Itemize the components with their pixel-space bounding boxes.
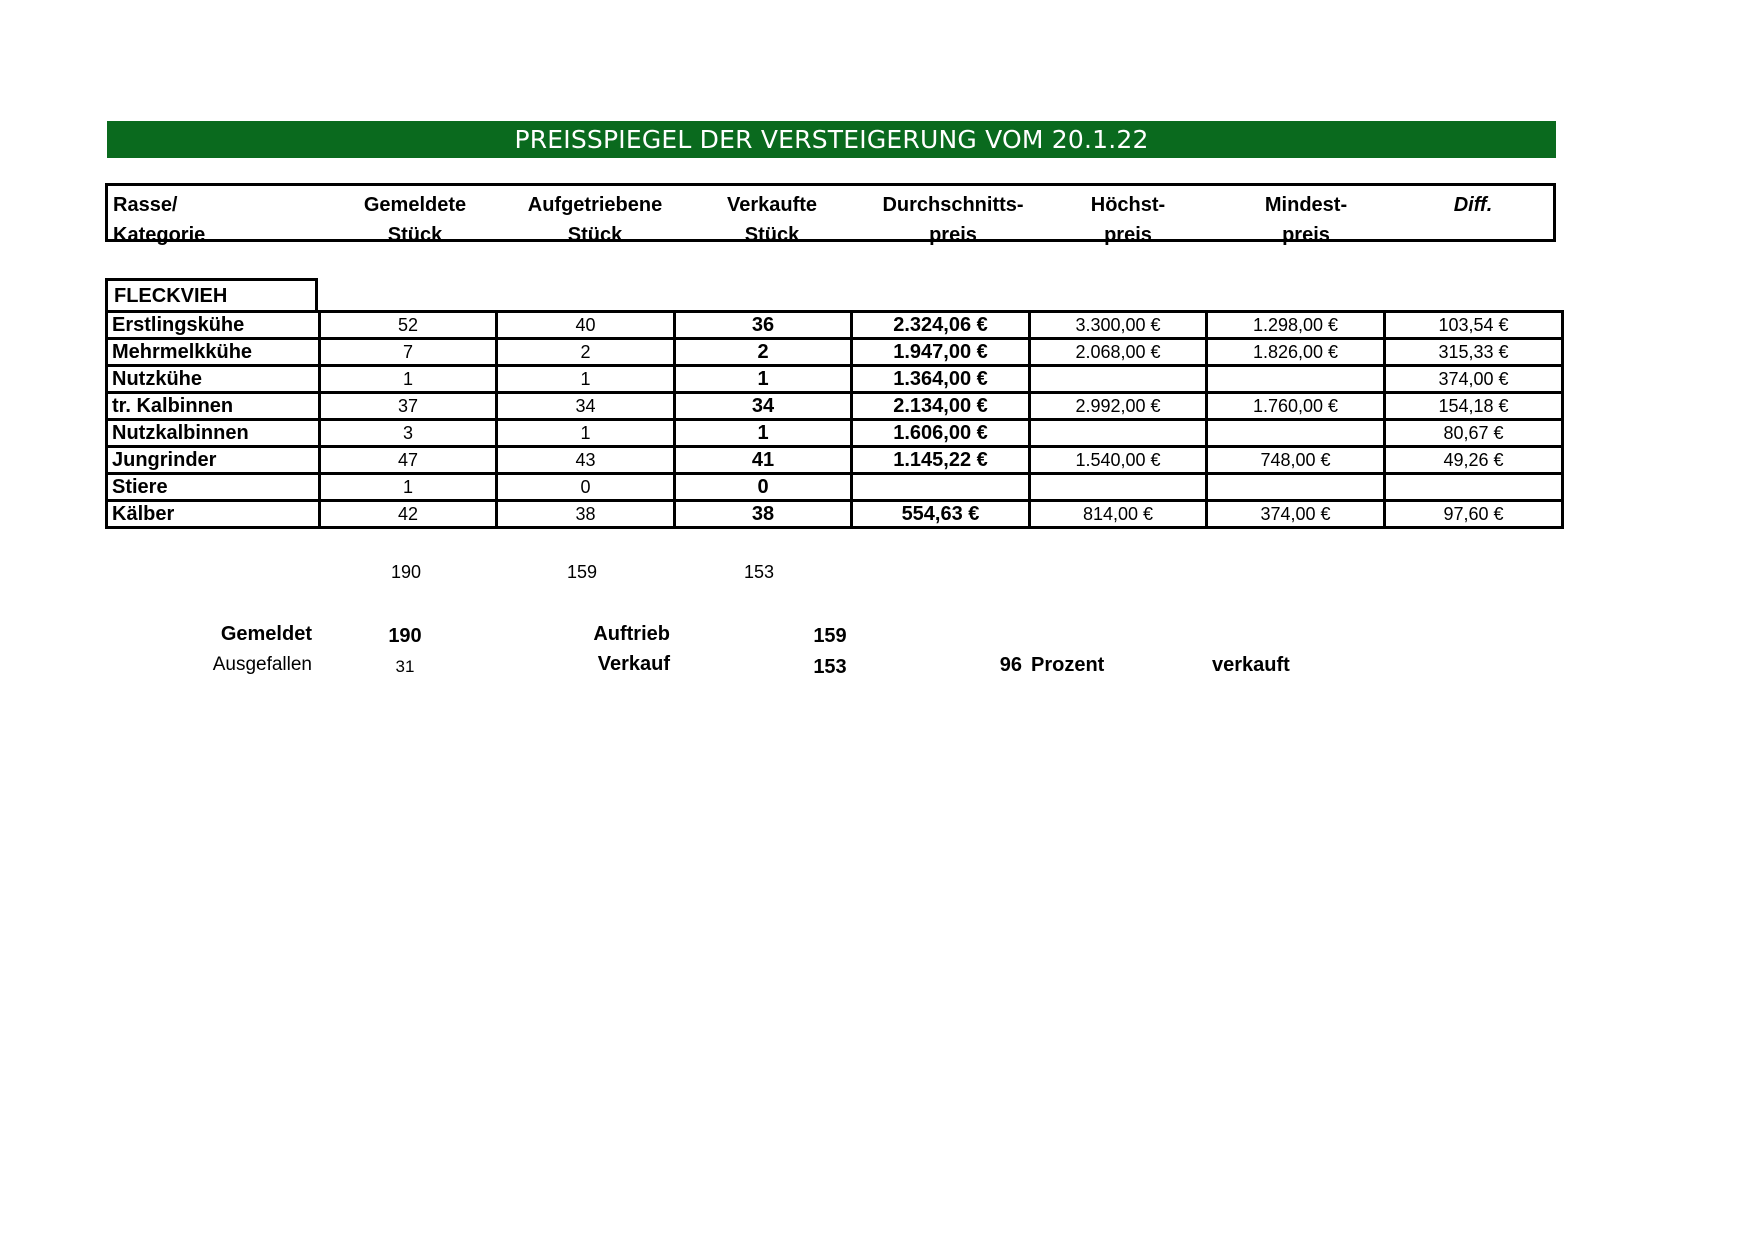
summary-gemeldet-value: 190	[388, 625, 422, 647]
cell-verkauft: 2	[675, 339, 852, 366]
header-mindestpreis: Mindest- preis	[1264, 194, 1348, 246]
header-gemeldete-stueck: Gemeldete Stück	[363, 194, 467, 246]
cell-gemeldet: 47	[320, 447, 497, 474]
total-aufgetrieben: 159	[566, 562, 598, 582]
cell-mindestpreis: 374,00 €	[1207, 501, 1385, 528]
cell-hoechstpreis: 814,00 €	[1030, 501, 1207, 528]
cell-gemeldet: 42	[320, 501, 497, 528]
cell-diff: 315,33 €	[1385, 339, 1563, 366]
summary-ausgefallen-label: Ausgefallen	[212, 654, 312, 675]
cell-durchschnittspreis: 1.364,00 €	[852, 366, 1030, 393]
cell-diff: 374,00 €	[1385, 366, 1563, 393]
cell-kategorie: Nutzkalbinnen	[107, 420, 320, 447]
cell-durchschnittspreis: 2.324,06 €	[852, 312, 1030, 339]
cell-gemeldet: 1	[320, 366, 497, 393]
table-row	[107, 420, 1563, 447]
cell-diff: 97,60 €	[1385, 501, 1563, 528]
cell-diff: 80,67 €	[1385, 420, 1563, 447]
cell-mindestpreis	[1207, 420, 1385, 447]
cell-mindestpreis	[1207, 366, 1385, 393]
header-aufgetriebene-stueck: Aufgetriebene Stück	[527, 194, 663, 246]
table-body	[107, 312, 1563, 528]
summary-gemeldet-label: Gemeldet	[220, 623, 312, 645]
cell-durchschnittspreis	[852, 474, 1030, 501]
table-row	[107, 393, 1563, 420]
cell-kategorie: Kälber	[107, 501, 320, 528]
cell-hoechstpreis: 1.540,00 €	[1030, 447, 1207, 474]
cell-mindestpreis: 1.298,00 €	[1207, 312, 1385, 339]
cell-hoechstpreis	[1030, 420, 1207, 447]
cell-mindestpreis: 1.826,00 €	[1207, 339, 1385, 366]
table-row	[107, 474, 1563, 501]
table-row	[107, 447, 1563, 474]
cell-verkauft: 1	[675, 366, 852, 393]
header-diff: Diff.	[1453, 194, 1493, 216]
cell-gemeldet: 52	[320, 312, 497, 339]
cell-diff: 154,18 €	[1385, 393, 1563, 420]
summary-auftrieb-label: Auftrieb	[593, 623, 670, 645]
section-label-fleckvieh: FLECKVIEH	[105, 278, 318, 312]
cell-verkauft: 38	[675, 501, 852, 528]
cell-hoechstpreis	[1030, 366, 1207, 393]
cell-aufgetrieben: 2	[497, 339, 675, 366]
cell-verkauft: 41	[675, 447, 852, 474]
cell-aufgetrieben: 38	[497, 501, 675, 528]
cell-durchschnittspreis: 554,63 €	[852, 501, 1030, 528]
table-row	[107, 312, 1563, 339]
header-rasse-kategorie: Rasse/ Kategorie	[113, 194, 206, 246]
cell-gemeldet: 7	[320, 339, 497, 366]
summary-verkauft-label: verkauft	[1212, 654, 1290, 676]
column-header-table	[105, 183, 1556, 246]
cell-kategorie: Jungrinder	[107, 447, 320, 474]
cell-aufgetrieben: 40	[497, 312, 675, 339]
cell-hoechstpreis: 2.068,00 €	[1030, 339, 1207, 366]
cell-verkauft: 36	[675, 312, 852, 339]
cell-aufgetrieben: 1	[497, 366, 675, 393]
summary-ausgefallen-value: 31	[395, 657, 415, 676]
cell-durchschnittspreis: 1.145,22 €	[852, 447, 1030, 474]
summary-prozent-label: Prozent	[1031, 654, 1105, 676]
cell-kategorie: tr. Kalbinnen	[107, 393, 320, 420]
table-row	[107, 366, 1563, 393]
cell-aufgetrieben: 43	[497, 447, 675, 474]
total-gemeldet: 190	[390, 562, 422, 582]
header-verkaufte-stueck: Verkaufte Stück	[726, 194, 818, 246]
cell-kategorie: Nutzkühe	[107, 366, 320, 393]
header-hoechstpreis: Höchst- preis	[1090, 194, 1166, 246]
cell-kategorie: Mehrmelkkühe	[107, 339, 320, 366]
cell-durchschnittspreis: 1.947,00 €	[852, 339, 1030, 366]
summary-verkauf-label: Verkauf	[597, 653, 670, 675]
cell-verkauft: 1	[675, 420, 852, 447]
cell-mindestpreis	[1207, 474, 1385, 501]
cell-diff: 49,26 €	[1385, 447, 1563, 474]
cell-verkauft: 34	[675, 393, 852, 420]
cell-diff	[1385, 474, 1563, 501]
total-verkauft: 153	[743, 562, 775, 582]
cell-diff: 103,54 €	[1385, 312, 1563, 339]
table-row	[107, 339, 1563, 366]
summary-auftrieb-value: 159	[813, 625, 847, 647]
cell-mindestpreis: 1.760,00 €	[1207, 393, 1385, 420]
cell-hoechstpreis: 3.300,00 €	[1030, 312, 1207, 339]
header-durchschnittspreis: Durchschnitts- preis	[882, 194, 1024, 246]
cell-durchschnittspreis: 2.134,00 €	[852, 393, 1030, 420]
cell-verkauft: 0	[675, 474, 852, 501]
cell-aufgetrieben: 1	[497, 420, 675, 447]
cell-aufgetrieben: 34	[497, 393, 675, 420]
cell-hoechstpreis	[1030, 474, 1207, 501]
cell-gemeldet: 1	[320, 474, 497, 501]
cell-durchschnittspreis: 1.606,00 €	[852, 420, 1030, 447]
cell-mindestpreis: 748,00 €	[1207, 447, 1385, 474]
cell-aufgetrieben: 0	[497, 474, 675, 501]
summary-prozent-value: 96	[999, 654, 1022, 676]
cell-gemeldet: 3	[320, 420, 497, 447]
cell-hoechstpreis: 2.992,00 €	[1030, 393, 1207, 420]
page-title: PREISSPIEGEL DER VERSTEIGERUNG VOM 20.1.22	[107, 121, 1556, 158]
cell-kategorie: Erstlingskühe	[107, 312, 320, 339]
price-table	[105, 310, 1564, 529]
table-row	[107, 501, 1563, 528]
cell-kategorie: Stiere	[107, 474, 320, 501]
cell-gemeldet: 37	[320, 393, 497, 420]
summary-verkauf-value: 153	[813, 656, 847, 678]
